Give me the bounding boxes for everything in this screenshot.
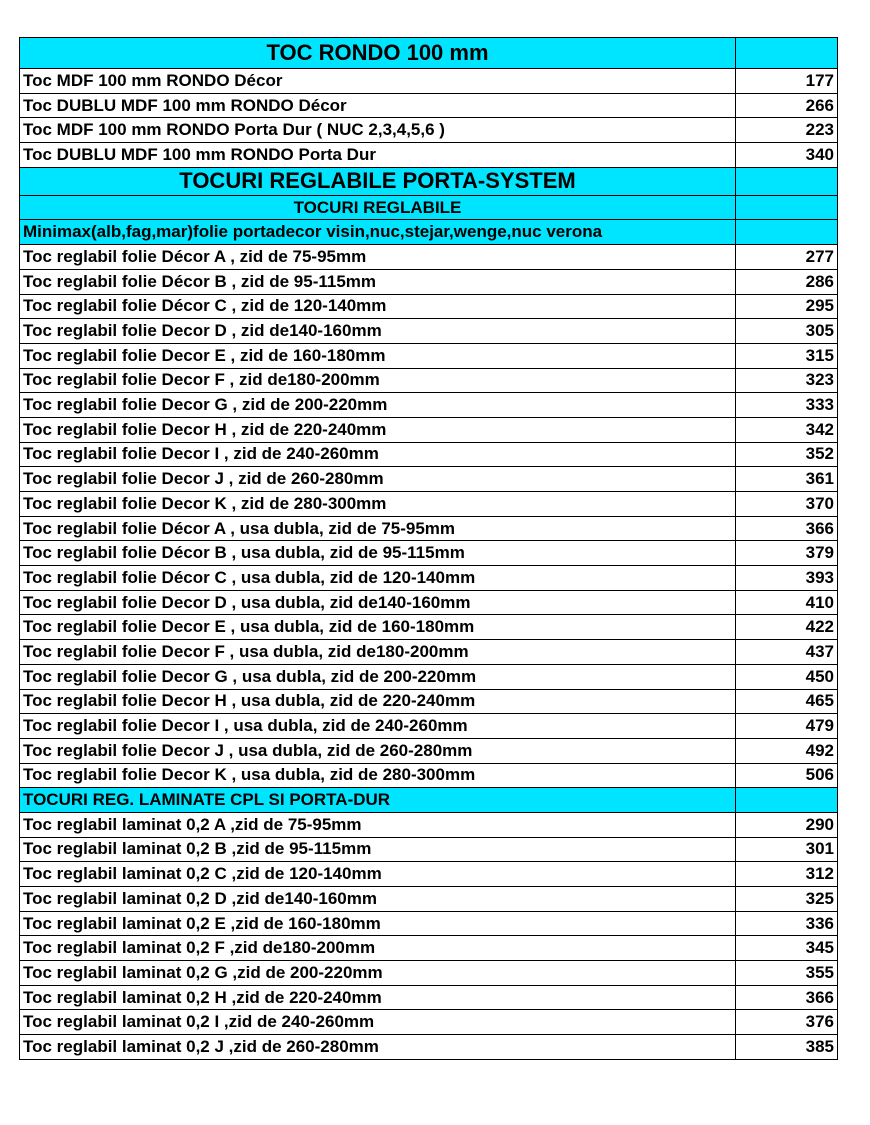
table-row xyxy=(20,294,838,319)
item-price: 376 xyxy=(736,1010,838,1035)
sub-title-cell: TOCURI REGLABILE xyxy=(20,195,736,220)
item-price: 379 xyxy=(736,541,838,566)
item-price: 295 xyxy=(736,294,838,319)
item-price: 266 xyxy=(736,93,838,118)
section-title-row xyxy=(20,167,838,195)
sub-title-price-cell xyxy=(736,195,838,220)
item-price: 479 xyxy=(736,714,838,739)
item-name: Toc reglabil folie Decor D , usa dubla, zid de140-160mm xyxy=(20,590,736,615)
note-cell: Minimax(alb,fag,mar)folie portadecor visin,nuc,stejar,wenge,nuc verona xyxy=(20,220,736,245)
item-price: 361 xyxy=(736,467,838,492)
table-row xyxy=(20,812,838,837)
table-row xyxy=(20,417,838,442)
item-price: 277 xyxy=(736,245,838,270)
item-name: Toc MDF 100 mm RONDO Porta Dur ( NUC 2,3,4,5,6 ) xyxy=(20,118,736,143)
item-name: Toc reglabil folie Decor E , zid de 160-180mm xyxy=(20,343,736,368)
item-price: 422 xyxy=(736,615,838,640)
price-list-table xyxy=(19,37,838,1060)
table-row xyxy=(20,887,838,912)
item-name: Toc reglabil folie Decor H , usa dubla, zid de 220-240mm xyxy=(20,689,736,714)
table-row xyxy=(20,936,838,961)
item-name: Toc reglabil laminat 0,2 E ,zid de 160-180mm xyxy=(20,911,736,936)
item-name: Toc reglabil laminat 0,2 H ,zid de 220-240mm xyxy=(20,985,736,1010)
item-price: 355 xyxy=(736,961,838,986)
item-name: Toc DUBLU MDF 100 mm RONDO Décor xyxy=(20,93,736,118)
title-row xyxy=(20,38,838,69)
note-price-cell xyxy=(736,220,838,245)
table-row xyxy=(20,516,838,541)
item-name: Toc reglabil folie Decor I , zid de 240-260mm xyxy=(20,442,736,467)
item-price: 315 xyxy=(736,343,838,368)
item-price: 345 xyxy=(736,936,838,961)
title-cell: TOC RONDO 100 mm xyxy=(20,38,736,69)
table-row xyxy=(20,442,838,467)
item-name: Toc reglabil laminat 0,2 D ,zid de140-160mm xyxy=(20,887,736,912)
table-row xyxy=(20,664,838,689)
title-price-cell xyxy=(736,38,838,69)
item-name: Toc reglabil folie Décor A , zid de 75-95mm xyxy=(20,245,736,270)
table-row xyxy=(20,714,838,739)
item-name: Toc reglabil laminat 0,2 G ,zid de 200-220mm xyxy=(20,961,736,986)
item-price: 437 xyxy=(736,640,838,665)
item-price: 450 xyxy=(736,664,838,689)
table-row xyxy=(20,93,838,118)
item-name: Toc reglabil folie Decor J , zid de 260-280mm xyxy=(20,467,736,492)
item-price: 177 xyxy=(736,69,838,94)
item-price: 393 xyxy=(736,566,838,591)
table-row xyxy=(20,590,838,615)
item-name: Toc reglabil folie Decor G , zid de 200-220mm xyxy=(20,393,736,418)
laminat-title-row xyxy=(20,788,838,813)
item-name: Toc reglabil folie Decor E , usa dubla, zid de 160-180mm xyxy=(20,615,736,640)
item-name: Toc reglabil folie Décor A , usa dubla, zid de 75-95mm xyxy=(20,516,736,541)
item-price: 410 xyxy=(736,590,838,615)
item-price: 305 xyxy=(736,319,838,344)
item-name: Toc reglabil folie Décor B , usa dubla, zid de 95-115mm xyxy=(20,541,736,566)
item-name: Toc reglabil folie Decor F , usa dubla, zid de180-200mm xyxy=(20,640,736,665)
sub-title-row xyxy=(20,195,838,220)
item-price: 366 xyxy=(736,985,838,1010)
section-title-price-cell xyxy=(736,167,838,195)
table-row xyxy=(20,837,838,862)
item-price: 366 xyxy=(736,516,838,541)
table-row xyxy=(20,467,838,492)
table-row xyxy=(20,763,838,788)
item-name: Toc reglabil folie Decor H , zid de 220-240mm xyxy=(20,417,736,442)
section-title-cell: TOCURI REGLABILE PORTA-SYSTEM xyxy=(20,167,736,195)
item-name: Toc reglabil laminat 0,2 I ,zid de 240-260mm xyxy=(20,1010,736,1035)
item-name: Toc reglabil folie Decor I , usa dubla, zid de 240-260mm xyxy=(20,714,736,739)
table-row xyxy=(20,689,838,714)
item-price: 290 xyxy=(736,812,838,837)
table-row xyxy=(20,566,838,591)
laminat-title-cell: TOCURI REG. LAMINATE CPL SI PORTA-DUR xyxy=(20,788,736,813)
item-price: 492 xyxy=(736,738,838,763)
item-price: 506 xyxy=(736,763,838,788)
table-row xyxy=(20,1010,838,1035)
note-row xyxy=(20,220,838,245)
laminat-title-price-cell xyxy=(736,788,838,813)
table-row xyxy=(20,319,838,344)
item-name: Toc reglabil folie Décor C , usa dubla, zid de 120-140mm xyxy=(20,566,736,591)
table-row xyxy=(20,118,838,143)
table-row xyxy=(20,615,838,640)
item-name: Toc reglabil folie Decor K , usa dubla, zid de 280-300mm xyxy=(20,763,736,788)
item-price: 385 xyxy=(736,1035,838,1060)
item-name: Toc reglabil folie Decor F , zid de180-200mm xyxy=(20,368,736,393)
table-row xyxy=(20,961,838,986)
item-price: 223 xyxy=(736,118,838,143)
table-row xyxy=(20,368,838,393)
item-price: 286 xyxy=(736,269,838,294)
item-price: 312 xyxy=(736,862,838,887)
table-row xyxy=(20,541,838,566)
table-row xyxy=(20,862,838,887)
item-price: 325 xyxy=(736,887,838,912)
item-name: Toc reglabil folie Décor B , zid de 95-115mm xyxy=(20,269,736,294)
item-name: Toc reglabil laminat 0,2 A ,zid de 75-95mm xyxy=(20,812,736,837)
item-price: 336 xyxy=(736,911,838,936)
table-row xyxy=(20,343,838,368)
item-name: Toc reglabil folie Decor K , zid de 280-300mm xyxy=(20,492,736,517)
item-price: 465 xyxy=(736,689,838,714)
table-row xyxy=(20,269,838,294)
table-row xyxy=(20,985,838,1010)
table-row xyxy=(20,911,838,936)
item-name: Toc MDF 100 mm RONDO Décor xyxy=(20,69,736,94)
table-row xyxy=(20,492,838,517)
table-row xyxy=(20,143,838,168)
item-name: Toc reglabil folie Decor D , zid de140-160mm xyxy=(20,319,736,344)
price-list-body xyxy=(20,38,838,1060)
item-price: 323 xyxy=(736,368,838,393)
item-name: Toc reglabil folie Decor J , usa dubla, zid de 260-280mm xyxy=(20,738,736,763)
item-name: Toc reglabil laminat 0,2 B ,zid de 95-115mm xyxy=(20,837,736,862)
item-name: Toc DUBLU MDF 100 mm RONDO Porta Dur xyxy=(20,143,736,168)
table-row xyxy=(20,69,838,94)
item-price: 333 xyxy=(736,393,838,418)
table-row xyxy=(20,393,838,418)
table-row xyxy=(20,738,838,763)
item-name: Toc reglabil laminat 0,2 J ,zid de 260-280mm xyxy=(20,1035,736,1060)
item-name: Toc reglabil laminat 0,2 C ,zid de 120-140mm xyxy=(20,862,736,887)
item-price: 342 xyxy=(736,417,838,442)
item-name: Toc reglabil laminat 0,2 F ,zid de180-200mm xyxy=(20,936,736,961)
item-price: 370 xyxy=(736,492,838,517)
table-row xyxy=(20,640,838,665)
item-price: 340 xyxy=(736,143,838,168)
item-name: Toc reglabil folie Décor C , zid de 120-140mm xyxy=(20,294,736,319)
table-row xyxy=(20,245,838,270)
item-name: Toc reglabil folie Decor G , usa dubla, zid de 200-220mm xyxy=(20,664,736,689)
item-price: 301 xyxy=(736,837,838,862)
item-price: 352 xyxy=(736,442,838,467)
table-row xyxy=(20,1035,838,1060)
